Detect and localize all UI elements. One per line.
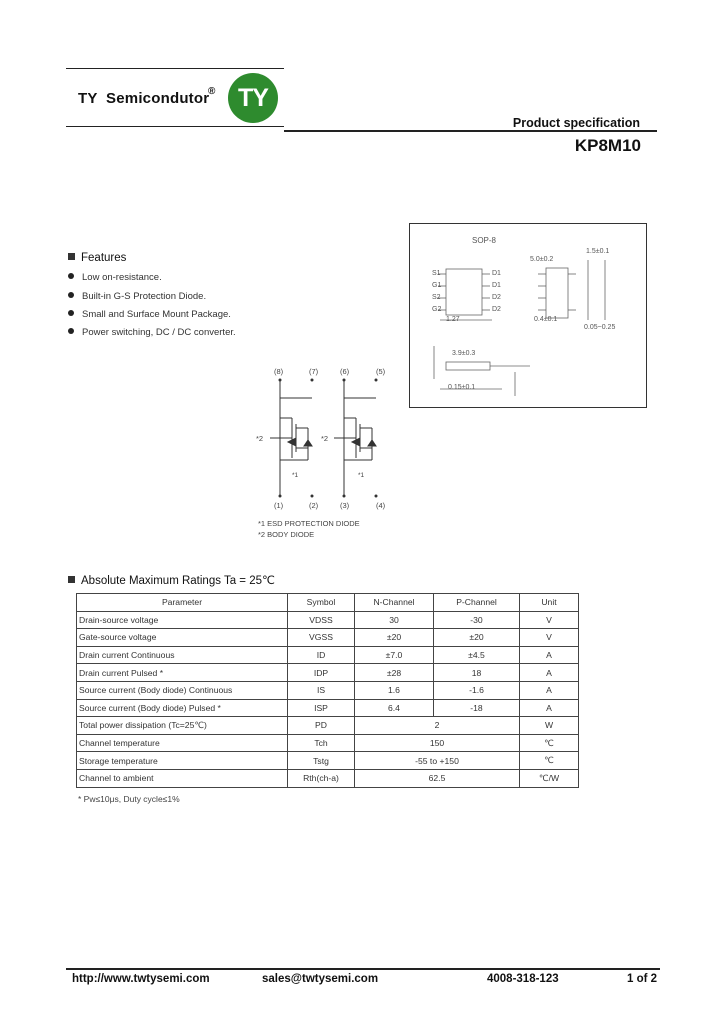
bullet-icon <box>68 310 74 316</box>
unit-cell: V <box>520 611 579 629</box>
ratings-table <box>76 593 579 788</box>
table-row <box>77 752 579 770</box>
brand-name: TY Semicondutor <box>78 90 210 107</box>
feature-item <box>68 327 236 338</box>
pin-number-label: (8) <box>274 367 284 376</box>
p-channel-cell: 18 <box>434 664 520 682</box>
symbol-cell: ID <box>288 646 355 664</box>
spec-rule <box>284 130 657 132</box>
feature-text: Small and Surface Mount Package. <box>82 309 231 320</box>
table-row <box>77 734 579 752</box>
email-link[interactable]: sales@twtysemi.com <box>262 973 379 985</box>
header-cell: N-Channel <box>355 594 434 612</box>
pin-label: D2 <box>492 306 501 313</box>
dimension-label: 1.27 <box>446 316 460 323</box>
header-cell: Parameter <box>77 594 288 612</box>
pin-label: G1 <box>432 282 442 289</box>
merged-value-cell: 62.5 <box>355 769 520 787</box>
package-name: SOP-8 <box>472 236 497 245</box>
symbol-cell: IS <box>288 681 355 699</box>
table-row <box>77 717 579 735</box>
pin-number-label: (6) <box>340 367 350 376</box>
dimension-label: 3.9±0.3 <box>452 350 476 357</box>
unit-cell: W <box>520 717 579 735</box>
table-header-row <box>77 594 579 612</box>
table-row <box>77 681 579 699</box>
pin-label: S2 <box>432 294 441 301</box>
param-cell: Source current (Body diode) Pulsed * <box>77 699 288 717</box>
circuit-note-esd: *1 ESD PROTECTION DIODE <box>258 519 360 528</box>
phone-number: 4008-318-123 <box>487 973 559 985</box>
n-channel-cell: 1.6 <box>355 681 434 699</box>
symbol-cell: VGSS <box>288 629 355 647</box>
header-cell: P-Channel <box>434 594 520 612</box>
param-cell: Storage temperature <box>77 752 288 770</box>
unit-cell: A <box>520 664 579 682</box>
header-rule-top <box>66 68 284 69</box>
param-cell: Channel to ambient <box>77 769 288 787</box>
pin-number-label: (5) <box>376 367 386 376</box>
body-diode-mark: *2 <box>256 434 264 443</box>
unit-cell: A <box>520 646 579 664</box>
ratings-heading <box>68 573 275 587</box>
pin-number-label: (2) <box>309 501 319 510</box>
feature-text: Power switching, DC / DC converter. <box>82 327 236 338</box>
n-channel-cell: 6.4 <box>355 699 434 717</box>
feature-item <box>68 272 162 283</box>
dimension-label: 0.4±0.1 <box>534 316 558 323</box>
table-row <box>77 699 579 717</box>
feature-text: Low on-resistance. <box>82 272 162 283</box>
circuit-note-body-diode: *2 BODY DIODE <box>258 530 315 539</box>
pin-number-label: (4) <box>376 501 386 510</box>
n-channel-cell: ±7.0 <box>355 646 434 664</box>
header-rule-bottom <box>66 126 284 127</box>
feature-item <box>68 309 231 320</box>
square-bullet-icon <box>68 253 75 260</box>
param-cell: Drain-source voltage <box>77 611 288 629</box>
unit-cell: ℃ <box>520 734 579 752</box>
header-cell: Unit <box>520 594 579 612</box>
unit-cell: A <box>520 699 579 717</box>
table-row <box>77 611 579 629</box>
p-channel-cell: -1.6 <box>434 681 520 699</box>
pin-number-label: (3) <box>340 501 350 510</box>
website-link[interactable]: http://www.twtysemi.com <box>72 973 210 985</box>
param-cell: Total power dissipation (Tc=25℃) <box>77 717 288 735</box>
p-channel-cell: -18 <box>434 699 520 717</box>
param-cell: Drain current Pulsed * <box>77 664 288 682</box>
symbol-cell: VDSS <box>288 611 355 629</box>
dimension-label: 0.15±0.1 <box>448 384 476 391</box>
unit-cell: ℃ <box>520 752 579 770</box>
body-diode-mark: *2 <box>321 434 329 443</box>
bullet-icon <box>68 292 74 298</box>
pin-label: G2 <box>432 306 442 313</box>
dimension-label: 1.5±0.1 <box>586 248 610 255</box>
symbol-cell: ISP <box>288 699 355 717</box>
dimension-label: 0.05~0.25 <box>584 324 616 331</box>
pin-number-label: (7) <box>309 367 319 376</box>
symbol-cell: Tstg <box>288 752 355 770</box>
symbol-cell: Rth(ch-a) <box>288 769 355 787</box>
p-channel-cell: -30 <box>434 611 520 629</box>
ratings-title-text: Absolute Maximum Ratings Ta = 25℃ <box>81 575 275 587</box>
product-spec-label: Product specification <box>512 116 640 130</box>
n-channel-cell: ±20 <box>355 629 434 647</box>
unit-cell: ℃/W <box>520 769 579 787</box>
param-cell: Drain current Continuous <box>77 646 288 664</box>
ty-logo: TY <box>228 73 278 123</box>
merged-value-cell: 2 <box>355 717 520 735</box>
param-cell: Source current (Body diode) Continuous <box>77 681 288 699</box>
bullet-icon <box>68 328 74 334</box>
unit-cell: V <box>520 629 579 647</box>
pin-label: D1 <box>492 282 501 289</box>
n-channel-cell: ±28 <box>355 664 434 682</box>
square-bullet-icon <box>68 576 75 583</box>
symbol-cell: Tch <box>288 734 355 752</box>
pin-label: S1 <box>432 270 441 277</box>
table-row <box>77 769 579 787</box>
p-channel-cell: ±20 <box>434 629 520 647</box>
table-row <box>77 629 579 647</box>
registered-mark: ® <box>208 86 216 97</box>
pin-label: D1 <box>492 270 501 277</box>
unit-cell: A <box>520 681 579 699</box>
symbol-cell: PD <box>288 717 355 735</box>
part-number: KP8M10 <box>574 136 641 155</box>
pin-number-label: (1) <box>274 501 284 510</box>
esd-diode-mark: *1 <box>292 472 299 479</box>
footer-rule <box>66 968 660 970</box>
feature-item <box>68 291 206 302</box>
feature-text: Built-in G-S Protection Diode. <box>82 291 207 302</box>
package-outline-box <box>409 223 647 408</box>
pin-label: D2 <box>492 294 501 301</box>
n-channel-cell: 30 <box>355 611 434 629</box>
table-row <box>77 646 579 664</box>
ratings-footnote: * Pw≤10μs, Duty cycle≤1% <box>78 794 180 804</box>
features-heading <box>68 252 126 264</box>
symbol-cell: IDP <box>288 664 355 682</box>
p-channel-cell: ±4.5 <box>434 646 520 664</box>
merged-value-cell: 150 <box>355 734 520 752</box>
bullet-icon <box>68 273 74 279</box>
esd-diode-mark: *1 <box>358 472 365 479</box>
header-cell: Symbol <box>288 594 355 612</box>
param-cell: Channel temperature <box>77 734 288 752</box>
features-title-text: Features <box>81 252 127 264</box>
dimension-label: 5.0±0.2 <box>530 256 554 263</box>
page-number: 1 of 2 <box>627 973 658 985</box>
param-cell: Gate-source voltage <box>77 629 288 647</box>
merged-value-cell: -55 to +150 <box>355 752 520 770</box>
table-row <box>77 664 579 682</box>
